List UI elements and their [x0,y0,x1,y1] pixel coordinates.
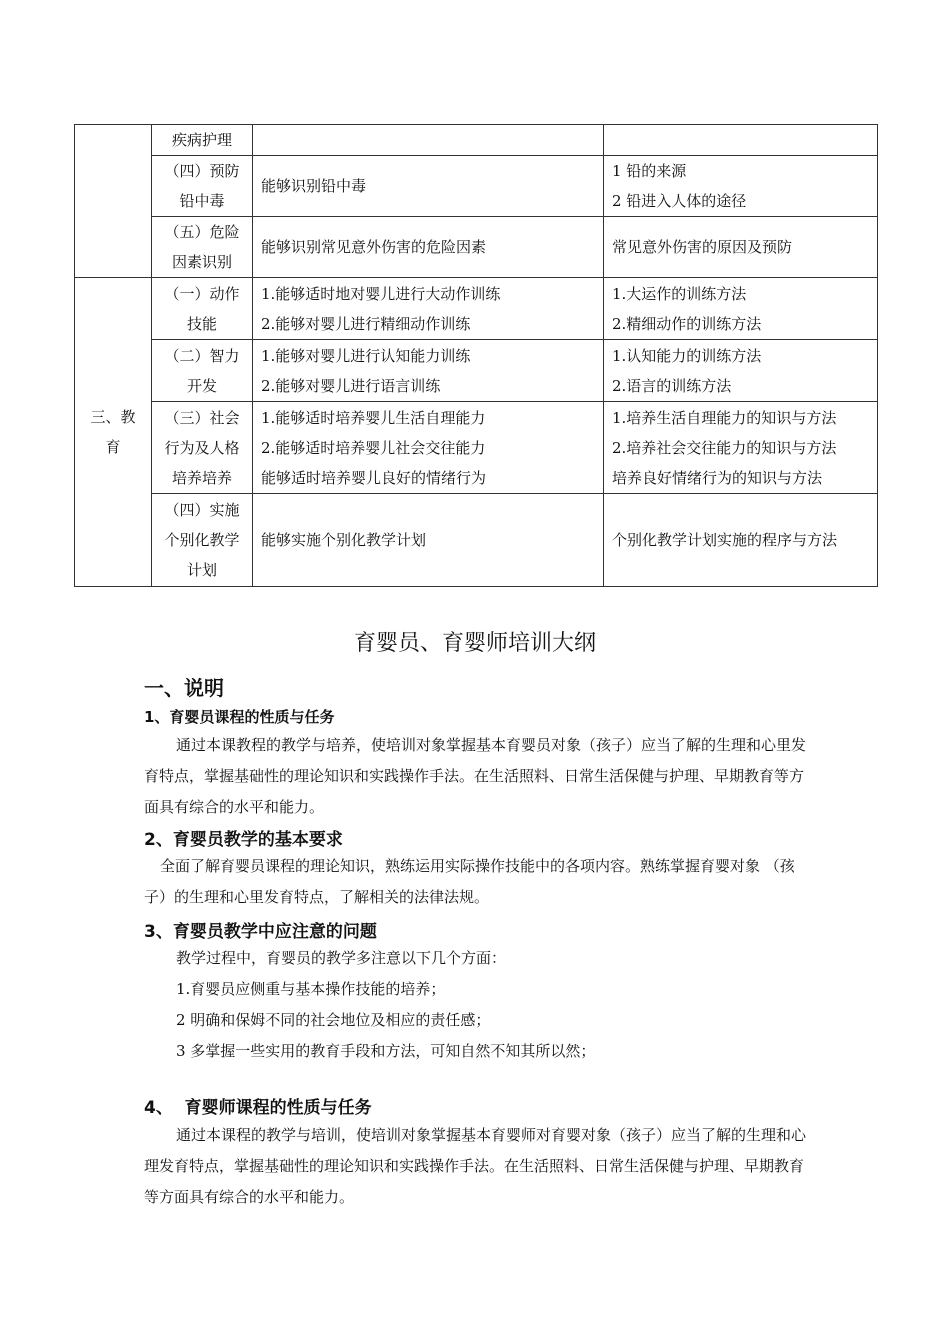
subsection-heading-4: 4、 育婴师课程的性质与任务 [144,1098,372,1118]
category-cell: 三、教 育 [75,278,152,587]
table-row [75,494,878,587]
category-cell [75,125,152,278]
skill-cell: 1.能够适时培养婴儿生活自理能力 2.能够适时培养婴儿社会交往能力 能够适时培养婴儿良好的情绪行为 [253,402,604,494]
paragraph-2: 全面了解育婴员课程的理论知识，熟练运用实际操作技能中的各项内容。熟练掌握育婴对象 （孩子）的生理和心里发育特点，了解相关的法律法规。 [144,857,795,906]
knowledge-cell: 常见意外伤害的原因及预防 [604,217,878,278]
subsection-heading-2: 2、育婴员教学的基本要求 [144,830,343,850]
table-row [75,125,878,156]
knowledge-cell: 1.培养生活自理能力的知识与方法 2.培养社会交往能力的知识与方法 培养良好情绪行为的知识与方法 [604,402,878,494]
subsection-heading-3: 3、育婴员教学中应注意的问题 [144,922,377,942]
paragraph-1: 通过本课教程的教学与培养，使培训对象掌握基本育婴员对象（孩子）应当了解的生理和心里发育特点，掌握基础性的理论知识和实践操作手法。在生活照料、日常生活保健与护理、早期教育等方面具有综合的水平和能力。 [144,736,807,816]
skill-cell: 能够实施个别化教学计划 [253,494,604,587]
knowledge-cell: 1 铅的来源 2 铅进入人体的途径 [604,156,878,217]
subcategory-cell: 疾病护理 [152,125,253,156]
skill-cell: 1.能够对婴儿进行认知能力训练 2.能够对婴儿进行语言训练 [253,340,604,402]
skill-cell: 1.能够适时地对婴儿进行大动作训练 2.能够对婴儿进行精细动作训练 [253,278,604,340]
skill-cell [253,125,604,156]
knowledge-cell: 个别化教学计划实施的程序与方法 [604,494,878,587]
subcategory-cell: （四）预防 铅中毒 [152,156,253,217]
table-row [75,402,878,494]
table-row [75,217,878,278]
subcategory-cell: （二）智力 开发 [152,340,253,402]
subcategory-cell: （三）社会 行为及人格 培养培养 [152,402,253,494]
knowledge-cell: 1.大运作的训练方法 2.精细动作的训练方法 [604,278,878,340]
subcategory-cell: （四）实施 个别化教学 计划 [152,494,253,587]
section-heading: 一、说明 [144,676,224,700]
paragraph-4: 通过本课程的教学与培训，使培训对象掌握基本育婴师对育婴对象（孩子）应当了解的生理和心理发育特点，掌握基础性的理论知识和实践操作手法。在生活照料、日常生活保健与护理、早期教育等方面具有综合的水平和能力。 [144,1126,807,1206]
skill-cell: 能够识别铅中毒 [253,156,604,217]
table-row [75,156,878,217]
page-title: 育婴员、育婴师培训大纲 [353,631,596,656]
knowledge-cell: 1.认知能力的训练方法 2.语言的训练方法 [604,340,878,402]
training-content-table [74,124,878,587]
subcategory-cell: （五）危险 因素识别 [152,217,253,278]
subsection-heading-1: 1、育婴员课程的性质与任务 [144,708,335,726]
subcategory-cell: （一）动作 技能 [152,278,253,340]
table-row [75,278,878,340]
knowledge-cell [604,125,878,156]
paragraph-3: 教学过程中，育婴员的教学多注意以下几个方面： 1.育婴员应侧重与基本操作技能的培养； 2 明确和保姆不同的社会地位及相应的责任感； 3 多掌握一些实用的教育手段和方法，可知自然不知其所以然； [176,949,596,1060]
table-row [75,340,878,402]
skill-cell: 能够识别常见意外伤害的危险因素 [253,217,604,278]
